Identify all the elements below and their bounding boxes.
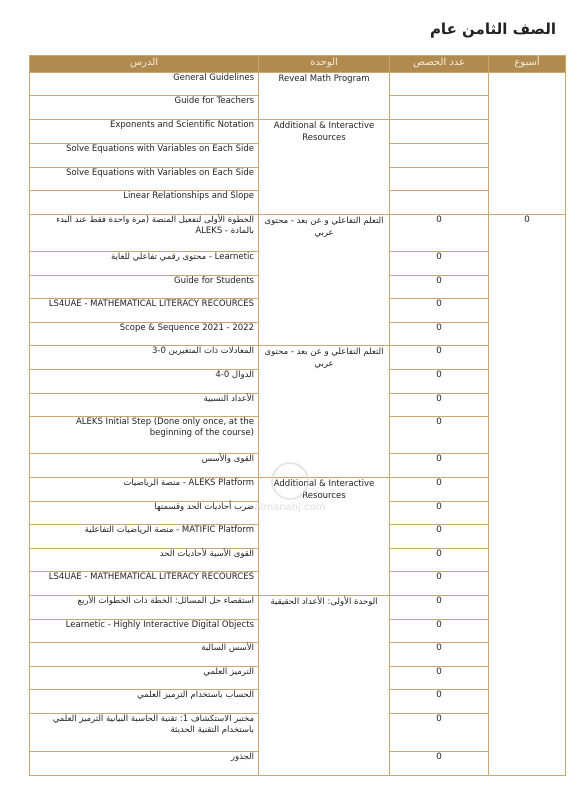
table-row <box>30 120 566 144</box>
lesson-cell: Linear Relationships and Slope <box>30 191 259 215</box>
lesson-cell: الأعداد النسبية <box>30 394 259 417</box>
periods-cell <box>390 144 489 168</box>
lesson-cell: Guide for Teachers <box>30 96 259 120</box>
periods-cell: 0 <box>390 252 489 276</box>
week-cell: 0 <box>489 215 566 776</box>
lesson-cell: ضرب أحاديات الحد وقسمتها <box>30 502 259 525</box>
lesson-cell: MATIFIC Platform - منصة الرياضيات التفاعلية <box>30 525 259 549</box>
unit-cell: Additional & Interactive Resources <box>259 478 390 596</box>
periods-cell: 0 <box>390 370 489 394</box>
periods-cell <box>390 168 489 191</box>
table-row <box>30 73 566 96</box>
periods-cell: 0 <box>390 502 489 525</box>
lesson-cell: الترميز العلمي <box>30 667 259 690</box>
lesson-cell: Solve Equations with Variables on Each Side <box>30 144 259 168</box>
lesson-cell: Scope & Sequence 2021 - 2022 <box>30 323 259 346</box>
lesson-cell: القوى الأسية لأحاديات الحد <box>30 549 259 572</box>
unit-cell: الوحدة الأولى: الأعداد الحقيقية <box>259 596 390 776</box>
page-title: الصف الثامن عام <box>429 20 556 38</box>
lesson-cell: الخطوة الأولى لتفعيل المنصة (مرة واحدة فقط عند البدء بالمادة - ALEKS <box>30 215 259 252</box>
periods-cell: 0 <box>390 620 489 643</box>
periods-cell: 0 <box>390 714 489 752</box>
periods-cell: 0 <box>390 667 489 690</box>
header-week: أسبوع <box>489 56 566 73</box>
periods-cell: 0 <box>390 572 489 596</box>
table-row <box>30 215 566 252</box>
unit-cell: Additional & Interactive Resources <box>259 120 390 215</box>
periods-cell: 0 <box>390 752 489 776</box>
lesson-cell: Learnetic - Highly Interactive Digital Objects <box>30 620 259 643</box>
lesson-cell: استقصاء حل المسائل: الخطة ذات الخطوات الأربع <box>30 596 259 620</box>
periods-cell: 0 <box>390 394 489 417</box>
lesson-cell: LS4UAE - MATHEMATICAL LITERACY RECOURCES <box>30 299 259 323</box>
periods-cell: 0 <box>390 478 489 502</box>
periods-cell: 0 <box>390 690 489 714</box>
week-cell <box>489 73 566 215</box>
periods-cell: 0 <box>390 346 489 370</box>
lesson-cell: ALEKS Initial Step (Done only once, at the beginning of the course) <box>30 417 259 454</box>
header-unit: الوحدة <box>259 56 390 73</box>
table-row <box>30 478 566 502</box>
lesson-cell: ALEKS Platform - منصة الرياضيات <box>30 478 259 502</box>
periods-cell: 0 <box>390 454 489 478</box>
watermark-text: almanahj.com <box>254 502 326 513</box>
lesson-cell: Guide for Students <box>30 276 259 299</box>
table-row <box>30 596 566 620</box>
periods-cell: 0 <box>390 323 489 346</box>
header-lesson: الدرس <box>30 56 259 73</box>
unit-cell: Reveal Math Program <box>259 73 390 120</box>
periods-cell: 0 <box>390 596 489 620</box>
table-row <box>30 346 566 370</box>
lesson-cell: Learnetic - محتوى رقمي تفاعلي للغاية <box>30 252 259 276</box>
lesson-cell: الجذور <box>30 752 259 776</box>
periods-cell: 0 <box>390 276 489 299</box>
lesson-cell: الأسس السالبة <box>30 643 259 667</box>
lesson-cell: LS4UAE - MATHEMATICAL LITERACY RECOURCES <box>30 572 259 596</box>
lesson-cell: الحساب باستخدام الترميز العلمي <box>30 690 259 714</box>
periods-cell: 0 <box>390 417 489 454</box>
periods-cell: 0 <box>390 643 489 667</box>
periods-cell: 0 <box>390 215 489 252</box>
table-header-row <box>30 56 566 73</box>
lesson-cell: Solve Equations with Variables on Each Side <box>30 168 259 191</box>
lesson-cell: General Guidelines <box>30 73 259 96</box>
lesson-cell: مختبر الاستكشاف 1: تقنية الحاسبة البيانية الترميز العلمي باستخدام التقنية الحديثة <box>30 714 259 752</box>
periods-cell <box>390 73 489 96</box>
periods-cell <box>390 96 489 120</box>
periods-cell: 0 <box>390 299 489 323</box>
schedule-table <box>29 55 566 776</box>
lesson-cell: الدوال 0-4 <box>30 370 259 394</box>
header-periods: عدد الحصص <box>390 56 489 73</box>
periods-cell: 0 <box>390 525 489 549</box>
unit-cell: التعلم التفاعلي و عن بعد - محتوى عربي <box>259 346 390 478</box>
periods-cell: 0 <box>390 549 489 572</box>
lesson-cell: المعادلات ذات المتغيرين 0-3 <box>30 346 259 370</box>
unit-cell: التعلم التفاعلي و عن بعد - محتوى عربي <box>259 215 390 346</box>
periods-cell <box>390 191 489 215</box>
lesson-cell: Exponents and Scientific Notation <box>30 120 259 144</box>
periods-cell <box>390 120 489 144</box>
lesson-cell: القوى والأسس <box>30 454 259 478</box>
